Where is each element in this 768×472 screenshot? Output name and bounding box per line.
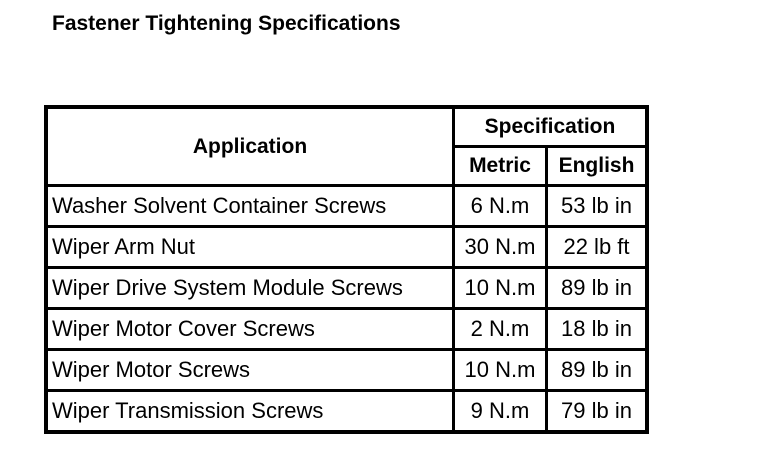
cell-application: Wiper Motor Screws <box>46 350 454 391</box>
cell-english: 79 lb in <box>547 391 648 433</box>
cell-metric: 10 N.m <box>454 350 547 391</box>
table-row <box>46 186 647 227</box>
cell-english: 89 lb in <box>547 350 648 391</box>
header-metric: Metric <box>454 147 547 186</box>
cell-english: 53 lb in <box>547 186 648 227</box>
header-row-top <box>46 107 647 147</box>
cell-metric: 10 N.m <box>454 268 547 309</box>
cell-english: 22 lb ft <box>547 227 648 268</box>
fastener-spec-table <box>44 105 649 434</box>
header-english: English <box>547 147 648 186</box>
table-row <box>46 268 647 309</box>
cell-application: Wiper Transmission Screws <box>46 391 454 433</box>
table-body <box>46 186 647 433</box>
table-row <box>46 391 647 433</box>
cell-metric: 30 N.m <box>454 227 547 268</box>
cell-application: Wiper Arm Nut <box>46 227 454 268</box>
table-header <box>46 107 647 186</box>
cell-application: Wiper Motor Cover Screws <box>46 309 454 350</box>
cell-english: 89 lb in <box>547 268 648 309</box>
table-row <box>46 350 647 391</box>
cell-metric: 6 N.m <box>454 186 547 227</box>
table-row <box>46 309 647 350</box>
cell-metric: 2 N.m <box>454 309 547 350</box>
page-title: Fastener Tightening Specifications <box>52 12 401 35</box>
cell-application: Wiper Drive System Module Screws <box>46 268 454 309</box>
cell-application: Washer Solvent Container Screws <box>46 186 454 227</box>
cell-english: 18 lb in <box>547 309 648 350</box>
table-row <box>46 227 647 268</box>
cell-metric: 9 N.m <box>454 391 547 433</box>
header-specification: Specification <box>454 107 648 147</box>
header-application: Application <box>46 107 454 186</box>
